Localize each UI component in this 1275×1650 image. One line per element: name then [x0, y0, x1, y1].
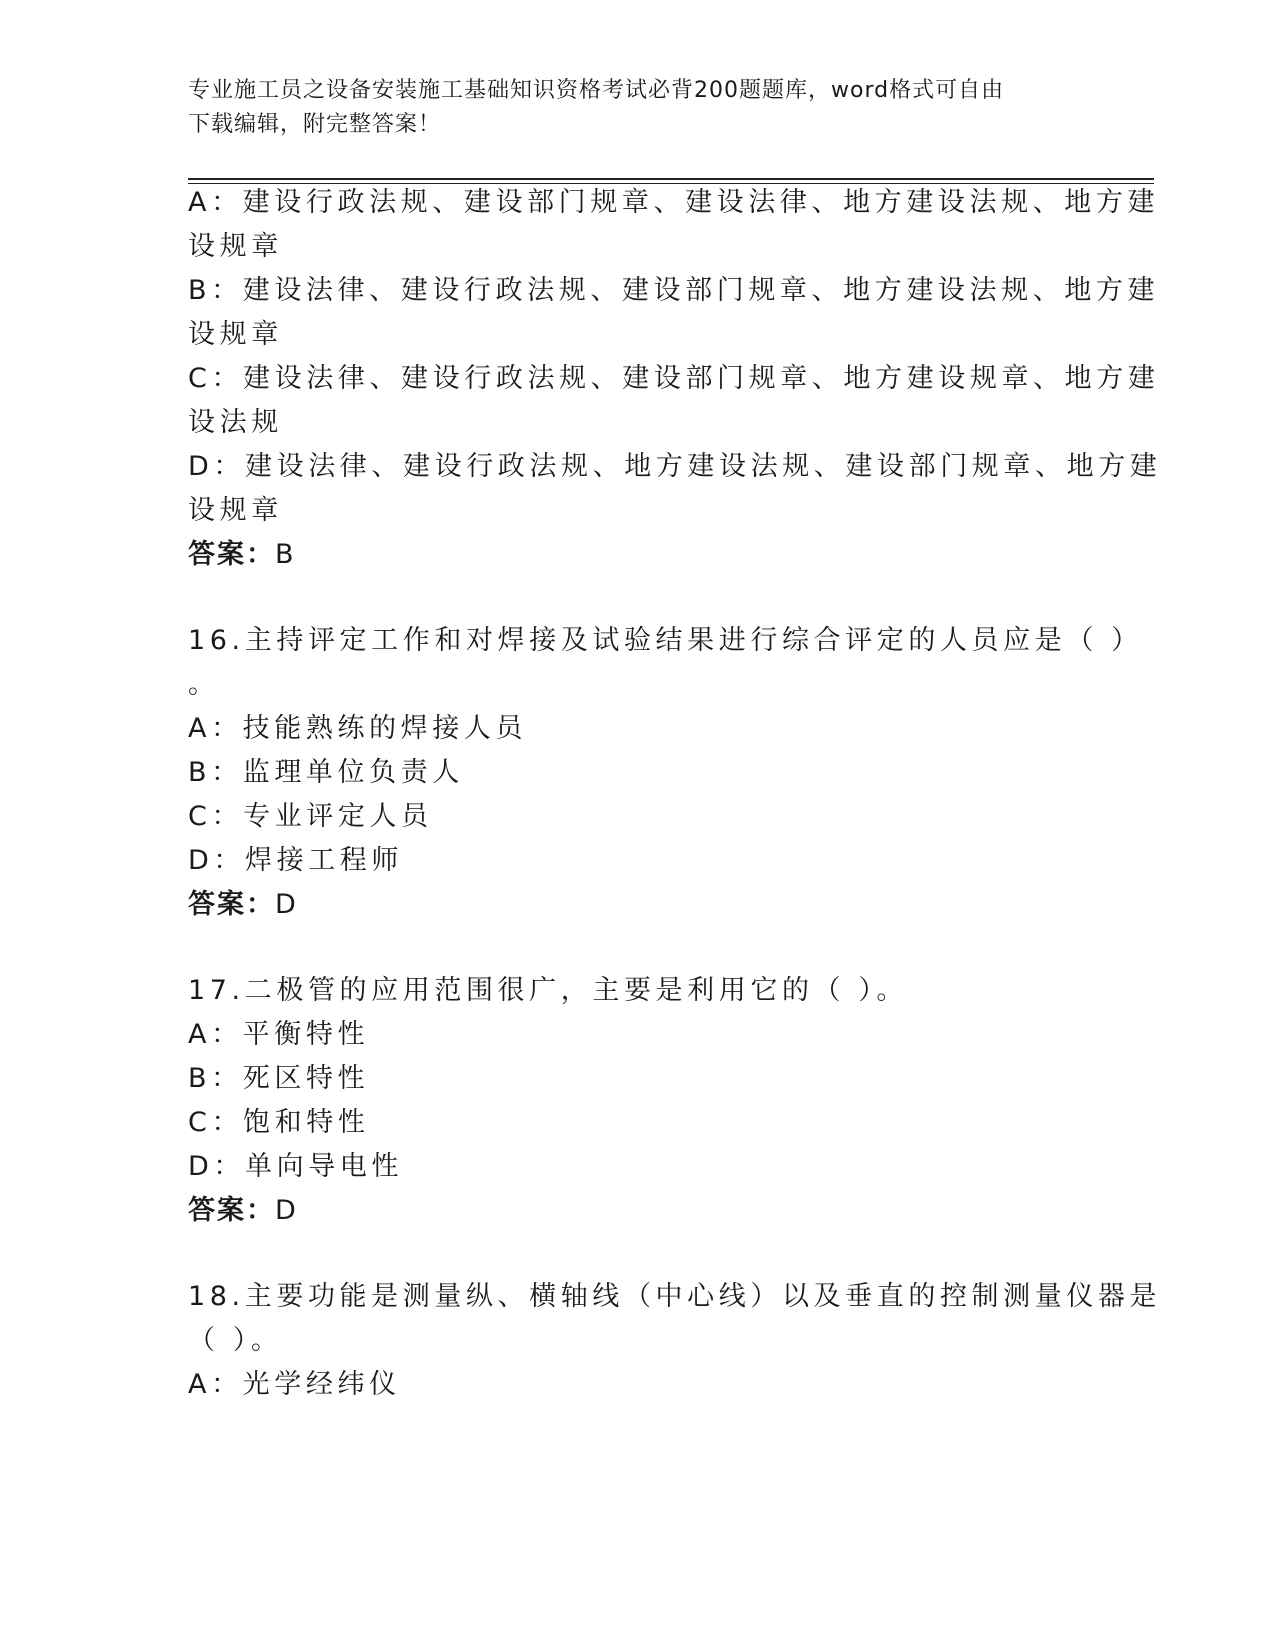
q17-option-d: D：单向导电性 [188, 1151, 403, 1182]
q16-answer-label: 答案： [188, 889, 275, 920]
q15-option-d-line-2: 设规章 [188, 495, 283, 526]
q16-option-c: C：专业评定人员 [188, 801, 433, 832]
q17-answer [188, 1194, 298, 1228]
q15-option-c-line-1: C：建设法律、建设行政法规、建设部门规章、地方建设规章、地方建 [188, 363, 1160, 394]
q17-answer-value: D [275, 1195, 298, 1226]
q15-option-b-line-2: 设规章 [188, 319, 283, 350]
q17-option-b: B：死区特性 [188, 1063, 370, 1094]
q18-option-a: A：光学经纬仪 [188, 1369, 401, 1400]
header-divider-thin [188, 183, 1154, 184]
q16-option-b: B：监理单位负责人 [188, 757, 464, 788]
q16-stem-line-2: 。 [188, 669, 220, 700]
q15-option-c-line-2: 设法规 [188, 407, 283, 438]
q15-answer [188, 538, 296, 572]
q16-stem-line-1: 16.主持评定工作和对焊接及试验结果进行综合评定的人员应是（ ） [188, 625, 1143, 656]
q15-option-b-line-1: B：建设法律、建设行政法规、建设部门规章、地方建设法规、地方建 [188, 275, 1160, 306]
header-line-2: 下载编辑，附完整答案！ [188, 112, 442, 137]
q15-option-a-line-1: A：建设行政法规、建设部门规章、建设法律、地方建设法规、地方建 [188, 187, 1160, 218]
header-divider-thick [188, 178, 1154, 180]
q15-option-a-line-2: 设规章 [188, 231, 283, 262]
q18-stem-line-2: （ ）。 [188, 1325, 283, 1356]
q15-answer-label: 答案： [188, 539, 275, 570]
q16-option-a: A：技能熟练的焊接人员 [188, 713, 528, 744]
q16-answer [188, 888, 298, 922]
document-header [188, 74, 1068, 142]
q17-answer-label: 答案： [188, 1195, 275, 1226]
q15-option-d-line-1: D：建设法律、建设行政法规、地方建设法规、建设部门规章、地方建 [188, 451, 1162, 482]
q16-answer-value: D [275, 889, 298, 920]
q17-option-a: A：平衡特性 [188, 1019, 370, 1050]
q15-answer-value: B [275, 539, 296, 570]
q17-option-c: C：饱和特性 [188, 1107, 370, 1138]
q18-stem-line-1: 18.主要功能是测量纵、横轴线（中心线）以及垂直的控制测量仪器是 [188, 1281, 1162, 1312]
q17-stem: 17.二极管的应用范围很广，主要是利用它的（ ）。 [188, 975, 909, 1006]
header-line-1: 专业施工员之设备安装施工基础知识资格考试必背200题题库，word格式可自由 [188, 78, 1005, 103]
q16-option-d: D：焊接工程师 [188, 845, 403, 876]
